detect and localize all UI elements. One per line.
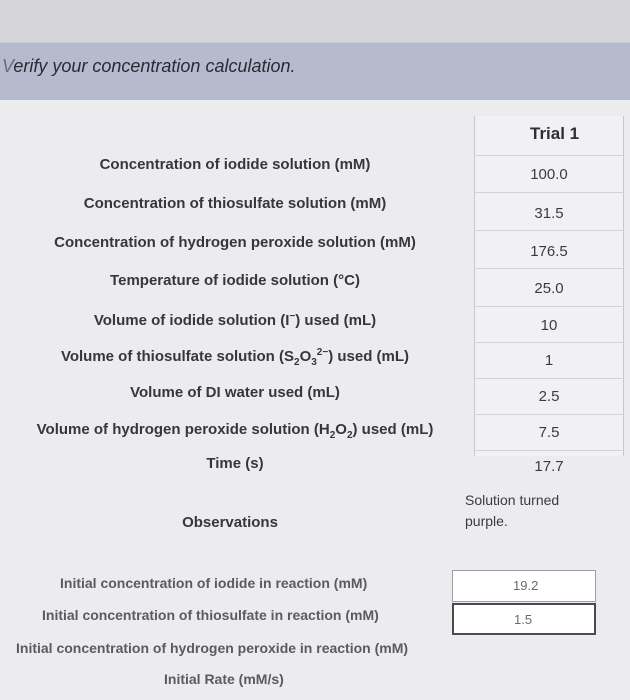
row-divider <box>474 155 624 156</box>
answer-input-iodide[interactable]: 19.2 <box>452 570 596 602</box>
row-divider <box>474 378 624 379</box>
row-label-iodide-volume: Volume of iodide solution (I−) used (mL) <box>93 311 377 329</box>
top-band <box>0 0 630 42</box>
row-divider <box>474 230 624 231</box>
row-label-time: Time (s) <box>206 455 264 472</box>
row-label-peroxide-conc: Concentration of hydrogen peroxide solution (mM) <box>54 234 416 251</box>
value-peroxide-conc: 176.5 <box>530 243 568 260</box>
value-temperature: 25.0 <box>534 280 564 297</box>
column-divider <box>623 116 624 456</box>
trial-1-header: Trial 1 <box>530 124 580 143</box>
value-thiosulfate-conc: 31.5 <box>534 205 564 222</box>
calc-label-peroxide: Initial concentration of hydrogen peroxide in reaction (mM) <box>16 640 409 656</box>
row-divider <box>474 268 624 269</box>
value-iodide-volume: 10 <box>540 317 558 334</box>
value-thiosulfate-volume: 1 <box>544 352 554 369</box>
row-divider <box>474 342 624 343</box>
value-iodide-conc: 100.0 <box>530 166 568 183</box>
value-di-water-volume: 2.5 <box>538 388 560 405</box>
row-divider <box>474 450 624 451</box>
value-peroxide-volume: 7.5 <box>538 424 560 441</box>
observations-label: Observations <box>182 514 278 531</box>
observations-text: Solution turned purple. <box>465 492 560 529</box>
calc-label-initial-rate: Initial Rate (mM/s) <box>164 671 284 687</box>
calc-label-thiosulfate: Initial concentration of thiosulfate in reaction (mM) <box>42 607 379 623</box>
row-label-di-water-volume: Volume of DI water used (mL) <box>130 384 340 401</box>
row-label-thiosulfate-conc: Concentration of thiosulfate solution (mM) <box>83 195 387 212</box>
column-divider <box>474 116 475 456</box>
row-divider <box>474 414 624 415</box>
row-divider <box>474 192 624 193</box>
row-label-iodide-conc: Concentration of iodide solution (mM) <box>99 156 371 173</box>
calc-label-iodide: Initial concentration of iodide in reaction (mM) <box>60 575 368 591</box>
row-label-thiosulfate-volume: Volume of thiosulfate solution $(S_2O_3^{2-})$ used (mL) <box>60 347 410 368</box>
row-divider <box>474 306 624 307</box>
row-label-temperature: Temperature of iodide solution (°C) <box>110 272 360 289</box>
row-label-peroxide-volume: Volume of hydrogen peroxide solution $(H_2O_2)$ used (mL) <box>36 421 434 441</box>
value-time: 17.7 <box>534 458 564 475</box>
section-heading: Verify your concentration calculation. <box>2 56 296 76</box>
answer-input-thiosulfate[interactable]: 1.5 <box>452 603 596 635</box>
